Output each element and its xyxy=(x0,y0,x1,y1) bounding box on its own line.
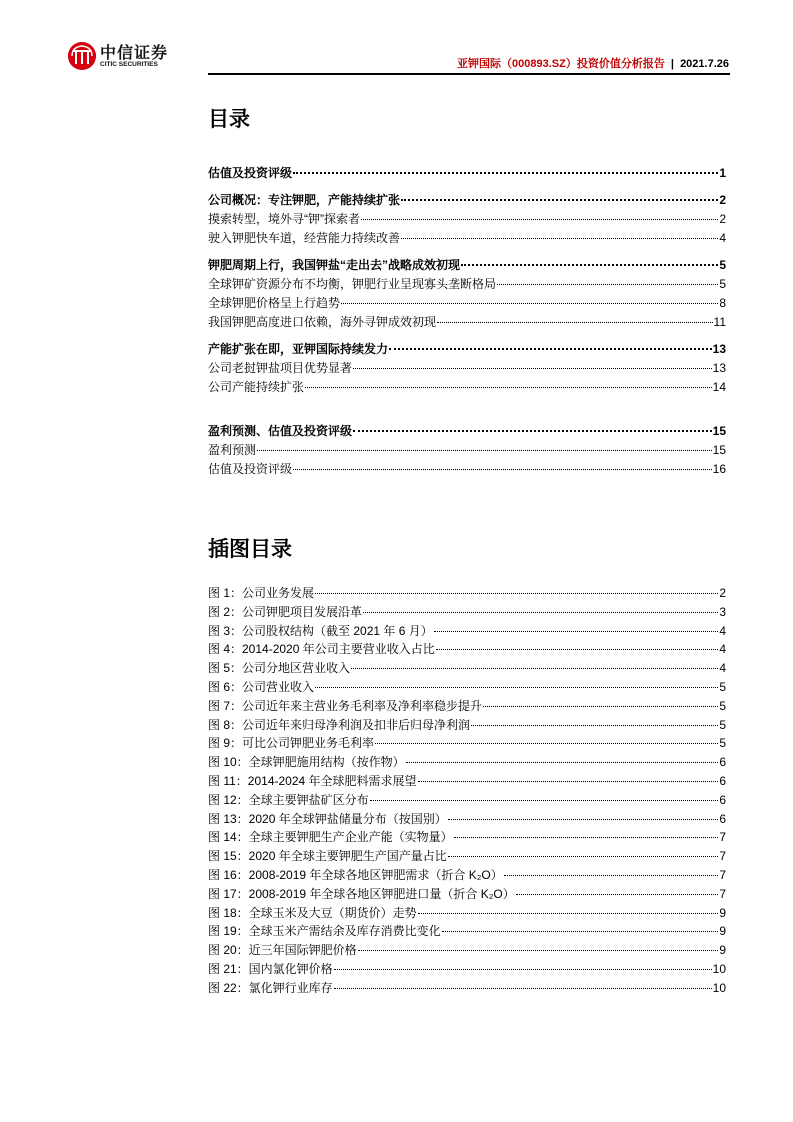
figure-entry[interactable] xyxy=(208,772,726,791)
figure-entry[interactable] xyxy=(208,584,726,603)
leader-dots xyxy=(401,238,718,239)
leader-dots xyxy=(434,631,719,632)
figure-entry-label: 图 17：2008-2019 年全球各地区钾肥进口量（折合 K₂O） xyxy=(208,886,515,901)
toc-entry-label: 公司概况：专注钾肥，产能持续扩张 xyxy=(208,193,401,207)
figure-entry-page: 4 xyxy=(719,623,726,638)
figure-entry-label: 图 19：全球玉米产需结余及库存消费比变化 xyxy=(208,924,441,939)
leader-dots xyxy=(448,819,719,820)
leader-dots xyxy=(516,894,719,895)
leader-dots xyxy=(293,172,718,174)
report-header xyxy=(457,55,729,71)
citic-logo-icon xyxy=(68,42,96,70)
figure-entry-page: 4 xyxy=(719,642,726,657)
figure-entry[interactable] xyxy=(208,791,726,810)
leader-dots xyxy=(341,303,718,304)
toc-entry-label: 盈利预测 xyxy=(208,443,257,457)
leader-dots xyxy=(497,284,718,285)
figure-entry-page: 9 xyxy=(719,943,726,958)
figure-entry-label: 图 21：国内氯化钾价格 xyxy=(208,961,333,976)
figure-entry-label: 图 2：公司钾肥项目发展沿革 xyxy=(208,604,363,619)
leader-dots xyxy=(448,856,719,857)
toc-entry-page: 15 xyxy=(712,424,726,438)
toc-entry-page: 13 xyxy=(712,361,726,375)
leader-dots xyxy=(389,348,712,350)
figure-entry-label: 图 14：全球主要钾肥生产企业产能（实物量） xyxy=(208,830,453,845)
toc-entry-label: 全球钾肥价格呈上行趋势 xyxy=(208,296,341,310)
toc-entry-label: 驶入钾肥快车道，经营能力持续改善 xyxy=(208,231,401,245)
toc-list xyxy=(208,164,726,479)
toc-entry-page: 14 xyxy=(712,380,726,394)
leader-dots xyxy=(442,931,719,932)
figure-entry-page: 10 xyxy=(712,980,726,995)
toc-entry[interactable] xyxy=(208,210,726,229)
toc-entry-page: 8 xyxy=(719,296,726,310)
leader-dots xyxy=(418,913,719,914)
leader-dots xyxy=(375,743,718,744)
toc-entry-label: 估值及投资评级 xyxy=(208,166,293,180)
toc-entry-page: 11 xyxy=(713,315,726,329)
header-separator: | xyxy=(670,58,674,70)
figure-entry[interactable] xyxy=(208,922,726,941)
figure-entry-label: 图 13：2020 年全球钾盐储量分布（按国别） xyxy=(208,811,447,826)
figure-entry-page: 9 xyxy=(719,924,726,939)
leader-dots xyxy=(401,199,718,201)
figure-entry[interactable] xyxy=(208,753,726,772)
toc-entry[interactable] xyxy=(208,313,726,332)
figure-entry-page: 5 xyxy=(719,698,726,713)
figure-entry[interactable] xyxy=(208,960,726,979)
leader-dots xyxy=(418,781,719,782)
leader-dots xyxy=(358,950,719,951)
figure-entry-label: 图 5：公司分地区营业收入 xyxy=(208,661,351,676)
figure-entry-page: 2 xyxy=(719,586,726,600)
figure-entry-label: 图 6：公司营业收入 xyxy=(208,679,315,694)
toc-entry[interactable] xyxy=(208,460,726,479)
toc-entry-page: 16 xyxy=(712,462,726,476)
leader-dots xyxy=(334,969,712,970)
figure-entry[interactable] xyxy=(208,678,726,697)
toc-entry-label: 钾肥周期上行，我国钾盐“走出去”战略成效初现 xyxy=(208,258,461,272)
figure-entry-label: 图 22：氯化钾行业库存 xyxy=(208,980,333,995)
leader-dots xyxy=(454,837,719,838)
toc-entry[interactable] xyxy=(208,164,726,183)
toc-entry-label: 盈利预测、估值及投资评级 xyxy=(208,424,353,438)
figure-entry-page: 7 xyxy=(719,849,726,864)
toc-entry[interactable] xyxy=(208,441,726,460)
toc-entry-label: 估值及投资评级 xyxy=(208,462,293,476)
toc-entry[interactable] xyxy=(208,340,726,359)
figure-entry-label: 图 18：全球玉米及大豆（期货价）走势 xyxy=(208,905,417,920)
figure-entry-page: 7 xyxy=(719,886,726,901)
logo-chinese-name: 中信证券 xyxy=(100,42,169,62)
figure-entry[interactable] xyxy=(208,810,726,829)
leader-dots xyxy=(353,368,712,369)
logo-english-name: CITIC SECURITIES xyxy=(100,60,158,68)
figure-entry-label: 图 12：全球主要钾盐矿区分布 xyxy=(208,792,369,807)
figure-entry[interactable] xyxy=(208,828,726,847)
leader-dots xyxy=(315,593,718,594)
leader-dots xyxy=(436,649,719,650)
toc-entry[interactable] xyxy=(208,256,726,275)
figure-entry-label: 图 10：全球钾肥施用结构（按作物） xyxy=(208,755,405,770)
leader-dots xyxy=(370,800,719,801)
leader-dots xyxy=(293,469,712,470)
toc-entry-page: 13 xyxy=(712,342,726,356)
report-title: 亚钾国际（000893.SZ）投资价值分析报告 xyxy=(457,58,665,70)
figure-entry[interactable] xyxy=(208,659,726,678)
toc-entry[interactable] xyxy=(208,229,726,248)
leader-dots xyxy=(351,668,718,669)
toc-entry-page: 2 xyxy=(719,212,726,226)
figure-entry[interactable] xyxy=(208,866,726,885)
figure-entry-page: 4 xyxy=(719,661,726,676)
figure-entry-label: 图 16：2008-2019 年全球各地区钾肥需求（折合 K₂O） xyxy=(208,867,503,882)
toc-entry-page: 2 xyxy=(719,193,726,207)
figure-entry-label: 图 4：2014-2020 年公司主要营业收入占比 xyxy=(208,642,435,657)
figure-entry[interactable] xyxy=(208,622,726,641)
figure-entry-label: 图 9：可比公司钾肥业务毛利率 xyxy=(208,736,375,751)
figure-entry[interactable] xyxy=(208,603,726,622)
figure-entry-page: 7 xyxy=(719,867,726,882)
figure-entry[interactable] xyxy=(208,885,726,904)
leader-dots xyxy=(257,450,712,451)
header-rule xyxy=(208,73,730,75)
figure-entry-label: 图 1：公司业务发展 xyxy=(208,586,315,600)
figure-entry[interactable] xyxy=(208,847,726,866)
toc-entry-label: 公司产能持续扩张 xyxy=(208,380,305,394)
toc-entry[interactable] xyxy=(208,294,726,313)
toc-entry-page: 5 xyxy=(719,277,726,291)
figure-entry[interactable] xyxy=(208,904,726,923)
figure-entry-page: 9 xyxy=(719,905,726,920)
leader-dots xyxy=(483,706,718,707)
figure-entry-label: 图 8：公司近年来归母净利润及扣非后归母净利润 xyxy=(208,717,471,732)
toc-entry-page: 4 xyxy=(719,231,726,245)
toc-entry[interactable] xyxy=(208,359,726,378)
figure-entry-page: 6 xyxy=(719,755,726,770)
toc-entry-label: 摸索转型，境外寻“钾”探索者 xyxy=(208,212,360,226)
figure-entry[interactable] xyxy=(208,734,726,753)
figure-entry-page: 6 xyxy=(719,811,726,826)
figure-entry-label: 图 20：近三年国际钾肥价格 xyxy=(208,943,357,958)
toc-entry-label: 全球钾矿资源分布不均衡，钾肥行业呈现寡头垄断格局 xyxy=(208,277,497,291)
toc-entry[interactable] xyxy=(208,191,726,210)
figure-entry-label: 图 3：公司股权结构（截至 2021 年 6 月） xyxy=(208,623,433,638)
figure-entry-page: 6 xyxy=(719,773,726,788)
figure-list xyxy=(208,584,726,998)
leader-dots xyxy=(353,430,712,432)
figure-entry-page: 3 xyxy=(719,604,726,619)
figure-entry[interactable] xyxy=(208,716,726,735)
toc-entry-label: 产能扩张在即，亚钾国际持续发力 xyxy=(208,342,389,356)
leader-dots xyxy=(504,875,719,876)
figure-entry-label: 图 11：2014-2024 年全球肥料需求展望 xyxy=(208,773,417,788)
toc-entry-page: 1 xyxy=(719,166,726,180)
leader-dots xyxy=(361,219,718,220)
leader-dots xyxy=(305,387,712,388)
figure-entry-label: 图 15：2020 年全球主要钾肥生产国产量占比 xyxy=(208,849,447,864)
leader-dots xyxy=(363,612,718,613)
figure-entry[interactable] xyxy=(208,941,726,960)
figure-entry-page: 5 xyxy=(719,679,726,694)
toc-entry[interactable] xyxy=(208,275,726,294)
figure-entry[interactable] xyxy=(208,697,726,716)
report-date: 2021.7.26 xyxy=(680,58,729,70)
toc-entry-label: 我国钾肥高度进口依赖，海外寻钾成效初现 xyxy=(208,315,437,329)
toc-entry-label: 公司老挝钾盐项目优势显著 xyxy=(208,361,353,375)
leader-dots xyxy=(471,725,718,726)
toc-entry[interactable] xyxy=(208,378,726,397)
figure-entry-page: 6 xyxy=(719,792,726,807)
figure-entry-page: 7 xyxy=(719,830,726,845)
figure-list-title: 插图目录 xyxy=(208,538,292,561)
figure-entry-page: 10 xyxy=(712,961,726,976)
leader-dots xyxy=(437,322,713,323)
figure-entry[interactable] xyxy=(208,640,726,659)
toc-entry-page: 15 xyxy=(712,443,726,457)
toc-entry-page: 5 xyxy=(719,258,726,272)
citic-securities-logo xyxy=(68,41,168,71)
leader-dots xyxy=(406,762,719,763)
leader-dots xyxy=(315,687,718,688)
figure-entry-page: 5 xyxy=(719,736,726,751)
figure-entry-label: 图 7：公司近年来主营业务毛利率及净利率稳步提升 xyxy=(208,698,483,713)
toc-title: 目录 xyxy=(208,108,250,131)
figure-entry[interactable] xyxy=(208,979,726,998)
leader-dots xyxy=(334,988,712,989)
toc-entry[interactable] xyxy=(208,422,726,441)
leader-dots xyxy=(461,264,718,266)
figure-entry-page: 5 xyxy=(719,717,726,732)
